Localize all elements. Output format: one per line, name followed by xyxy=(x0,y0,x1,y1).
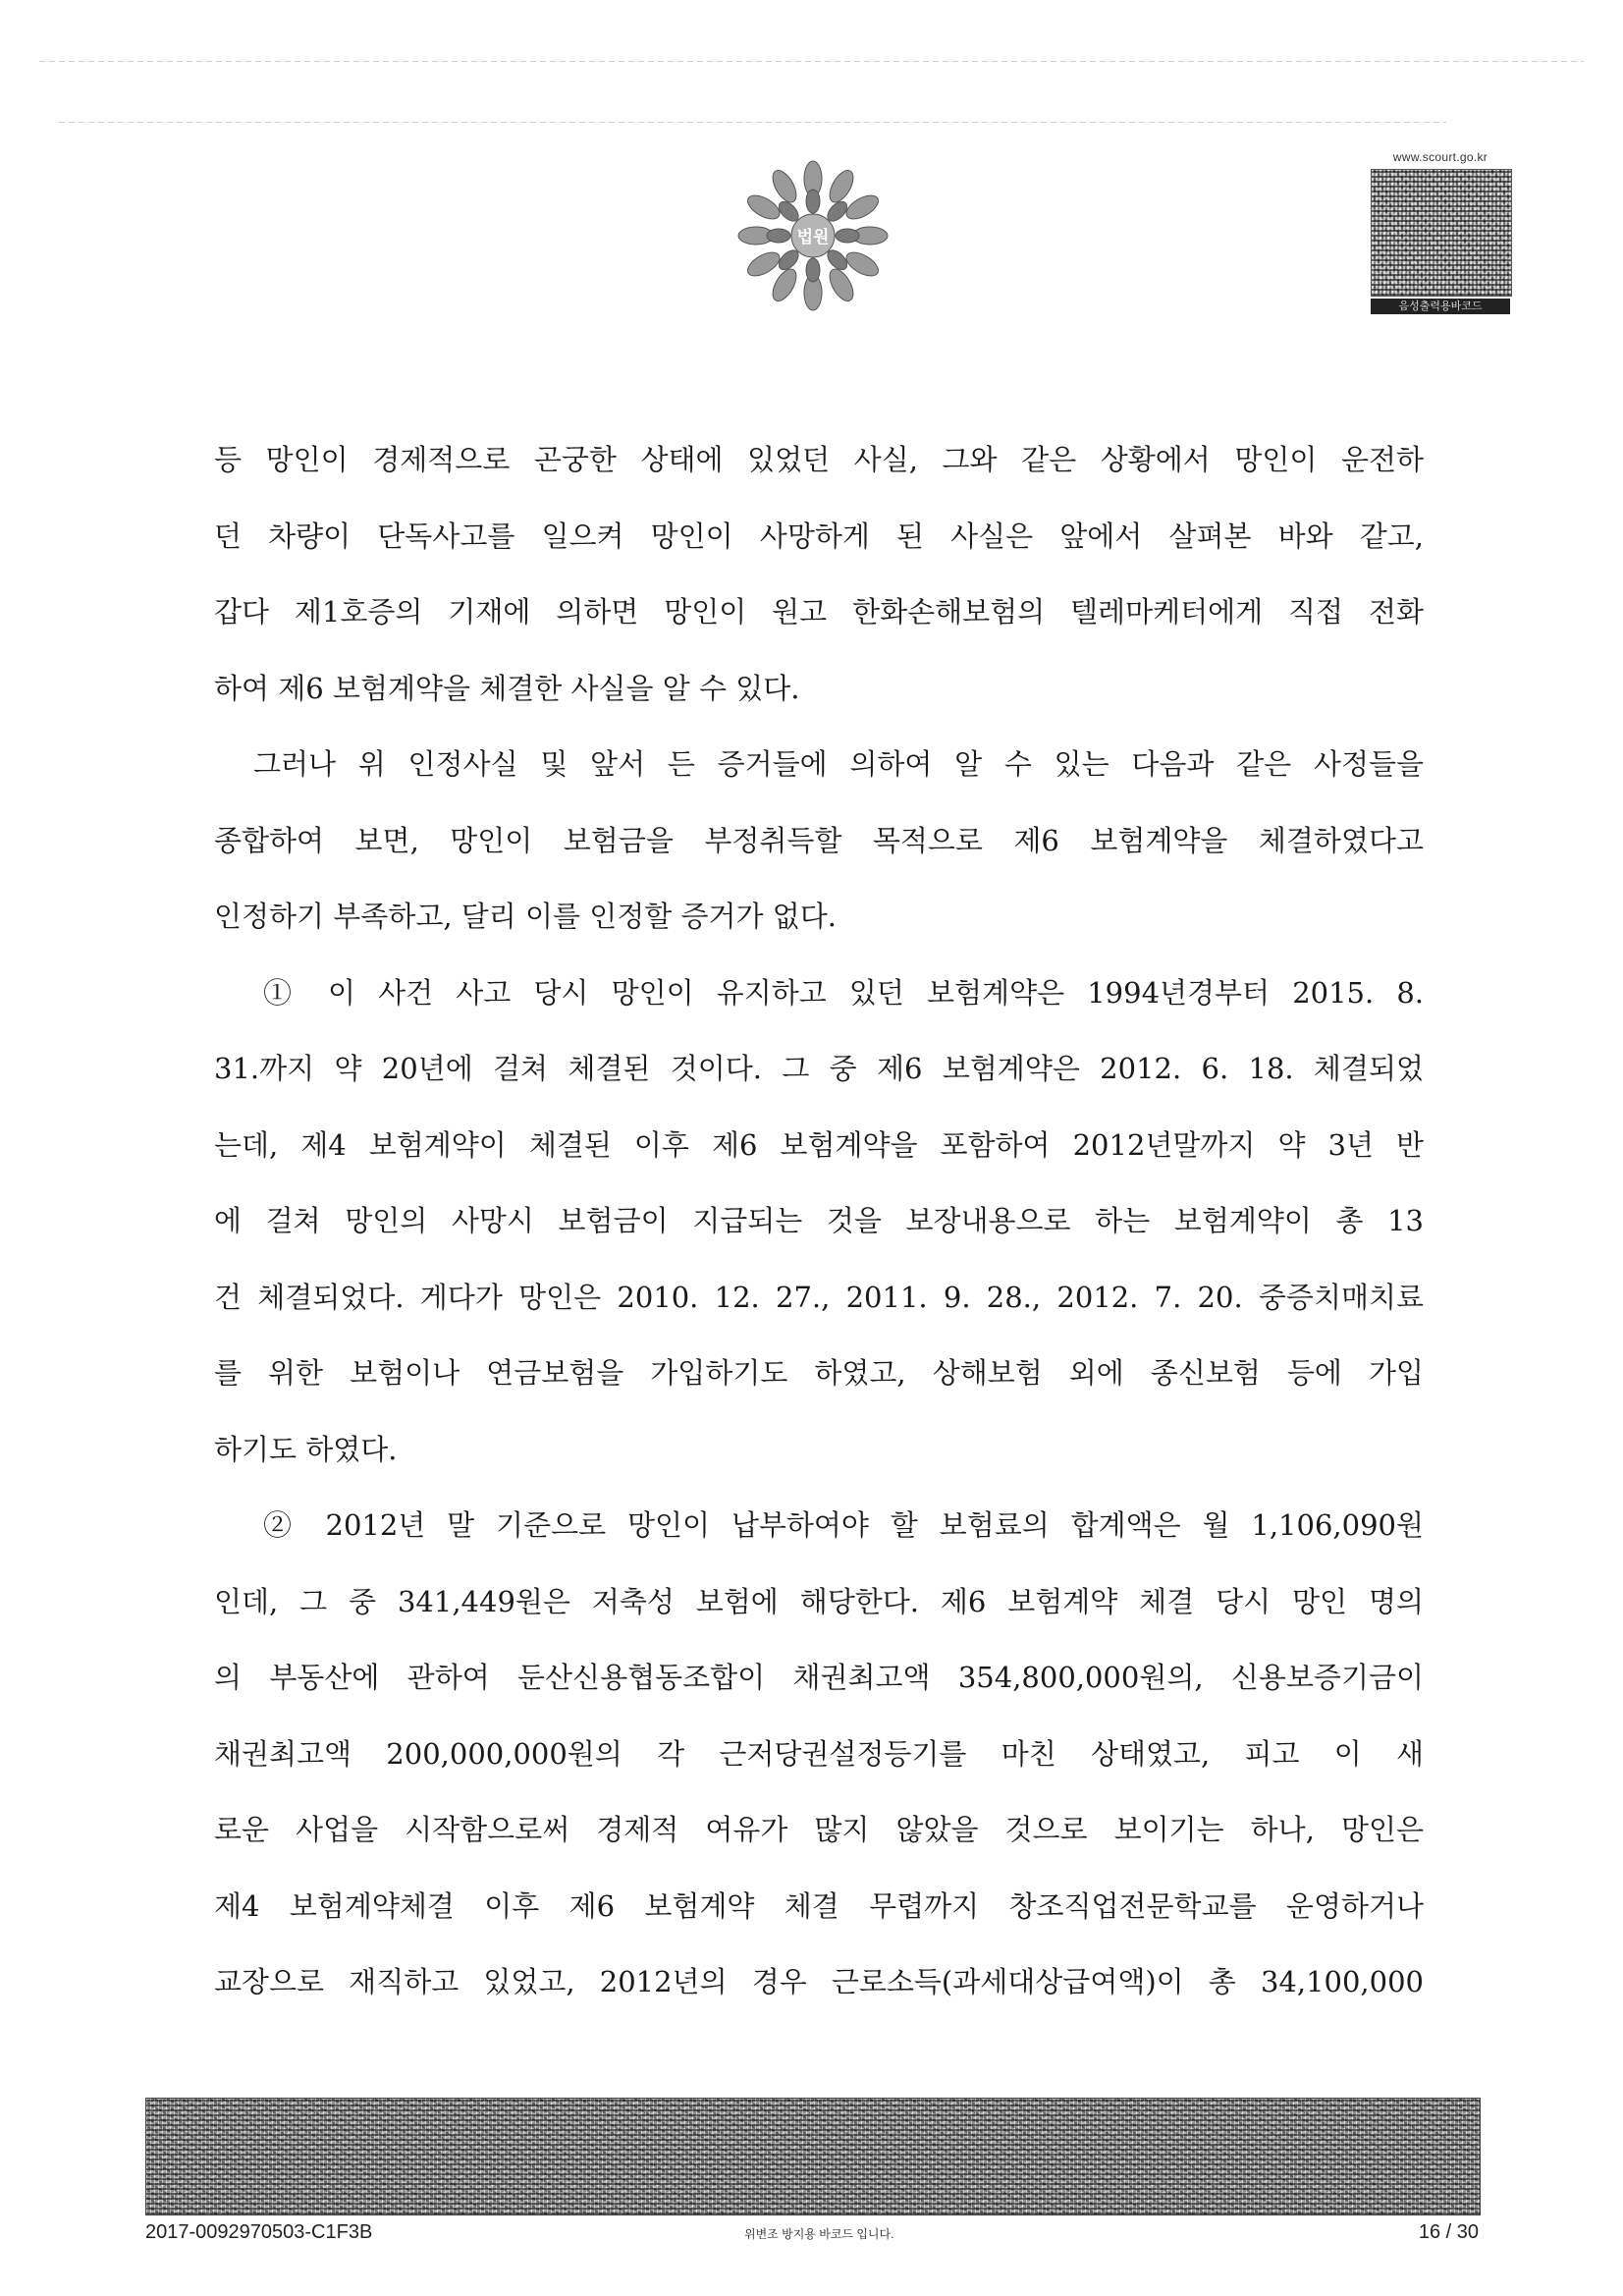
court-emblem-icon xyxy=(734,157,892,314)
body-line: 인데, 그 중 341,449원은 저축성 보험에 해당한다. 제6 보험계약 체결 당시 망인 명의 xyxy=(214,1584,1424,1618)
body-line: ② 2012년 말 기준으로 망인이 납부하여야 할 보험료의 합계액은 월 1,106,090원 xyxy=(263,1508,1424,1542)
document-body xyxy=(214,422,1424,2021)
body-line: 채권최고액 200,000,000원의 각 근저당권설정등기를 마친 상태였고, 피고 이 새 xyxy=(214,1736,1424,1771)
scan-artifact-line xyxy=(59,122,1446,123)
emblem-text: 법원 xyxy=(796,228,830,247)
body-line: 하기도 하였다. xyxy=(214,1432,398,1466)
anti-forgery-barcode xyxy=(145,2098,1481,2215)
qr-caption: 음성출력용바코드 xyxy=(1371,299,1510,314)
body-line: 건 체결되었다. 게다가 망인은 2010. 12. 27., 2011. 9. 28., 2012. 7. 20. 중증치매치료 xyxy=(214,1280,1424,1314)
body-line: 로운 사업을 시작함으로써 경제적 여유가 많지 않았을 것으로 보이기는 하나, 망인은 xyxy=(214,1813,1424,1846)
scan-artifact-line xyxy=(39,61,1584,62)
body-line: 에 걸쳐 망인의 사망시 보험금이 지급되는 것을 보장내용으로 하는 보험계약이 총 13 xyxy=(214,1204,1424,1237)
body-line: 인정하기 부족하고, 달리 이를 인정할 증거가 없다. xyxy=(214,900,838,933)
page-footer xyxy=(145,2221,1479,2245)
body-line: 종합하여 보면, 망인이 보험금을 부정취득할 목적으로 제6 보험계약을 체결하였다고 xyxy=(214,823,1424,857)
body-line: 제4 보험계약체결 이후 제6 보험계약 체결 무렵까지 창조직업전문학교를 운영하거나 xyxy=(214,1888,1424,1923)
body-line: 등 망인이 경제적으로 곤궁한 상태에 있었던 사실, 그와 같은 상황에서 망인이 운전하 xyxy=(214,443,1424,476)
body-line: ① 이 사건 사고 당시 망인이 유지하고 있던 보험계약은 1994년경부터 2015. 8. xyxy=(263,975,1424,1010)
body-line: 는데, 제4 보험계약이 체결된 이후 제6 보험계약을 포함하여 2012년말까지 약 3년 반 xyxy=(214,1127,1424,1162)
page-number: 16 / 30 xyxy=(1418,2221,1479,2243)
body-line: 그러나 위 인정사실 및 앞서 든 증거들에 의하여 알 수 있는 다음과 같은 사정들을 xyxy=(253,747,1424,781)
body-line: 를 위한 보험이나 연금보험을 가입하기도 하였고, 상해보험 외에 종신보험 등에 가입 xyxy=(214,1356,1424,1390)
body-line: 던 차량이 단독사고를 일으켜 망인이 사망하게 된 사실은 앞에서 살펴본 바와 같고, xyxy=(214,519,1424,553)
barcode-note: 위변조 방지용 바코드 입니다. xyxy=(744,2227,894,2241)
body-line: 갑다 제1호증의 기재에 의하면 망인이 원고 한화손해보험의 텔레마케터에게 직접 전화 xyxy=(214,595,1424,629)
qr-code-icon xyxy=(1371,169,1512,297)
document-id: 2017-0092970503-C1F3B xyxy=(145,2221,373,2243)
body-line: 교장으로 재직하고 있었고, 2012년의 경우 근로소득(과세대상급여액)이 총 34,100,000 xyxy=(214,1965,1424,1998)
body-line: 31.까지 약 20년에 걸쳐 체결된 것이다. 그 중 제6 보험계약은 2012. 6. 18. 체결되었 xyxy=(214,1052,1424,1085)
body-line: 의 부동산에 관하여 둔산신용협동조합이 채권최고액 354,800,000원의, 신용보증기금이 xyxy=(214,1661,1424,1694)
body-line: 하여 제6 보험계약을 체결한 사실을 알 수 있다. xyxy=(214,671,800,705)
qr-code-block xyxy=(1371,149,1510,314)
qr-url: www.scourt.go.kr xyxy=(1392,150,1488,164)
